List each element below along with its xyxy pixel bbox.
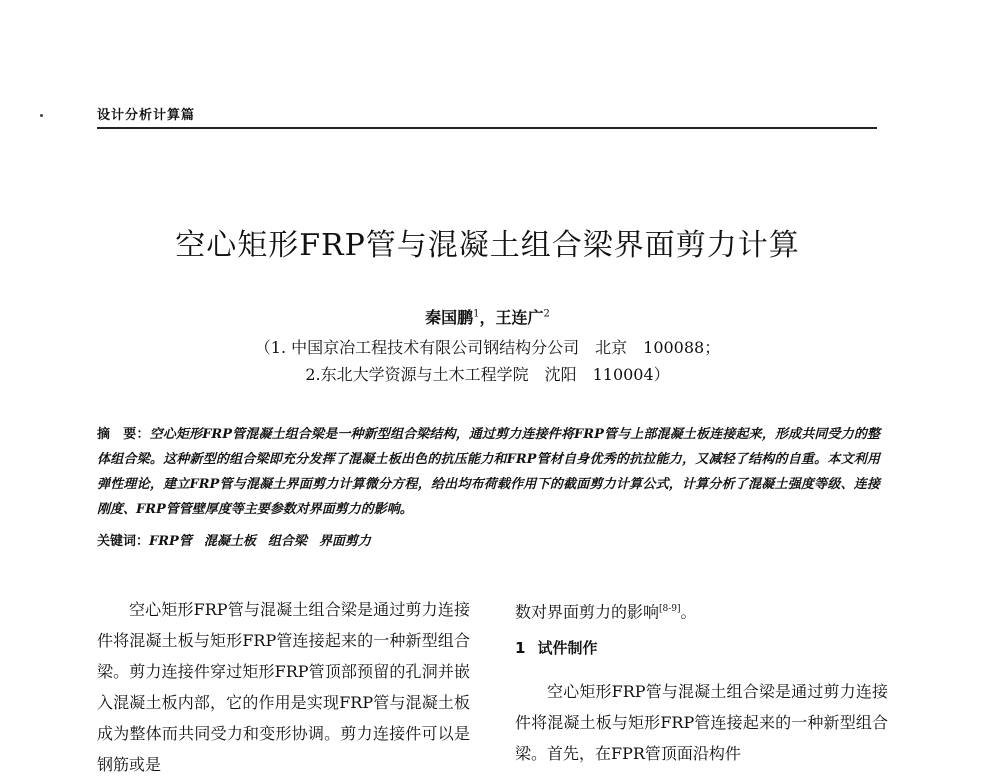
author-1-affil-mark: 1 [473,308,480,320]
keyword: 组合梁 [267,534,307,549]
citation-ref: [8-9] [659,604,681,614]
abstract-text: 空心矩形FRP管混凝土组合梁是一种新型组合梁结构，通过剪力连接件将FRP管与上部混凝土板连接起来，形成共同受力的整体组合梁。这种新型的组合梁即充分发挥了混凝土板出色的抗压能力和FRP管材自身优秀的抗拉能力，又减轻了结构的自重。本文利用弹性理论，建立FRP管与混凝土界面剪力计算微分方程，给出均布荷载作用下的截面剪力计算公式，计算分析了混凝土强度等级、连接刚度、FRP管管壁厚度等主要参数对界面剪力的影响。 [97,427,880,517]
header-rule [97,127,877,129]
keywords [97,530,880,549]
author-1: 秦国鹏 [425,308,474,327]
author-2-affil-mark: 2 [543,308,550,320]
keyword: 界面剪力 [318,534,371,549]
author-line [0,305,975,328]
author-2: 王连广 [495,308,544,327]
section-number: 1 [515,639,526,658]
continued-text: 数对界面剪力的影响 [515,602,660,622]
affiliation-line-1: （1. 中国京冶工程技术有限公司钢结构分公司 北京 100088； [254,338,721,357]
continued-end: 。 [680,602,697,622]
author-separator: ， [479,308,496,327]
abstract-label: 摘 要： [97,427,150,442]
section-heading [515,633,888,664]
keyword: FRP管 [149,534,192,549]
running-head: 设计分析计算篇 [97,108,196,123]
keywords-label: 关键词： [97,534,150,549]
continued-paragraph [515,594,888,627]
intro-paragraph: 空心矩形FRP管与混凝土组合梁是通过剪力连接件将混凝土板与矩形FRP管连接起来的一种新型组合梁。剪力连接件穿过矩形FRP管顶部预留的孔洞并嵌入混凝土板内部，它的作用是实现FRP管与混凝土板成为整体而共同受力和变形协调。剪力连接件可以是钢筋或是 [97,600,470,774]
margin-dot [40,114,43,117]
body-column-left [97,594,470,780]
section-title: 试件制作 [537,639,598,658]
abstract [97,422,880,522]
keyword: 混凝土板 [203,534,256,549]
body-column-right [515,594,888,769]
paper-title: 空心矩形FRP管与混凝土组合梁界面剪力计算 [175,228,800,264]
section-paragraph: 空心矩形FRP管与混凝土组合梁是通过剪力连接件将混凝土板与矩形FRP管连接起来的一种新型组合梁。首先，在FPR管顶面沿构件 [515,682,888,764]
affiliation-line-2: 2.东北大学资源与土木工程学院 沈阳 110004） [305,365,670,384]
